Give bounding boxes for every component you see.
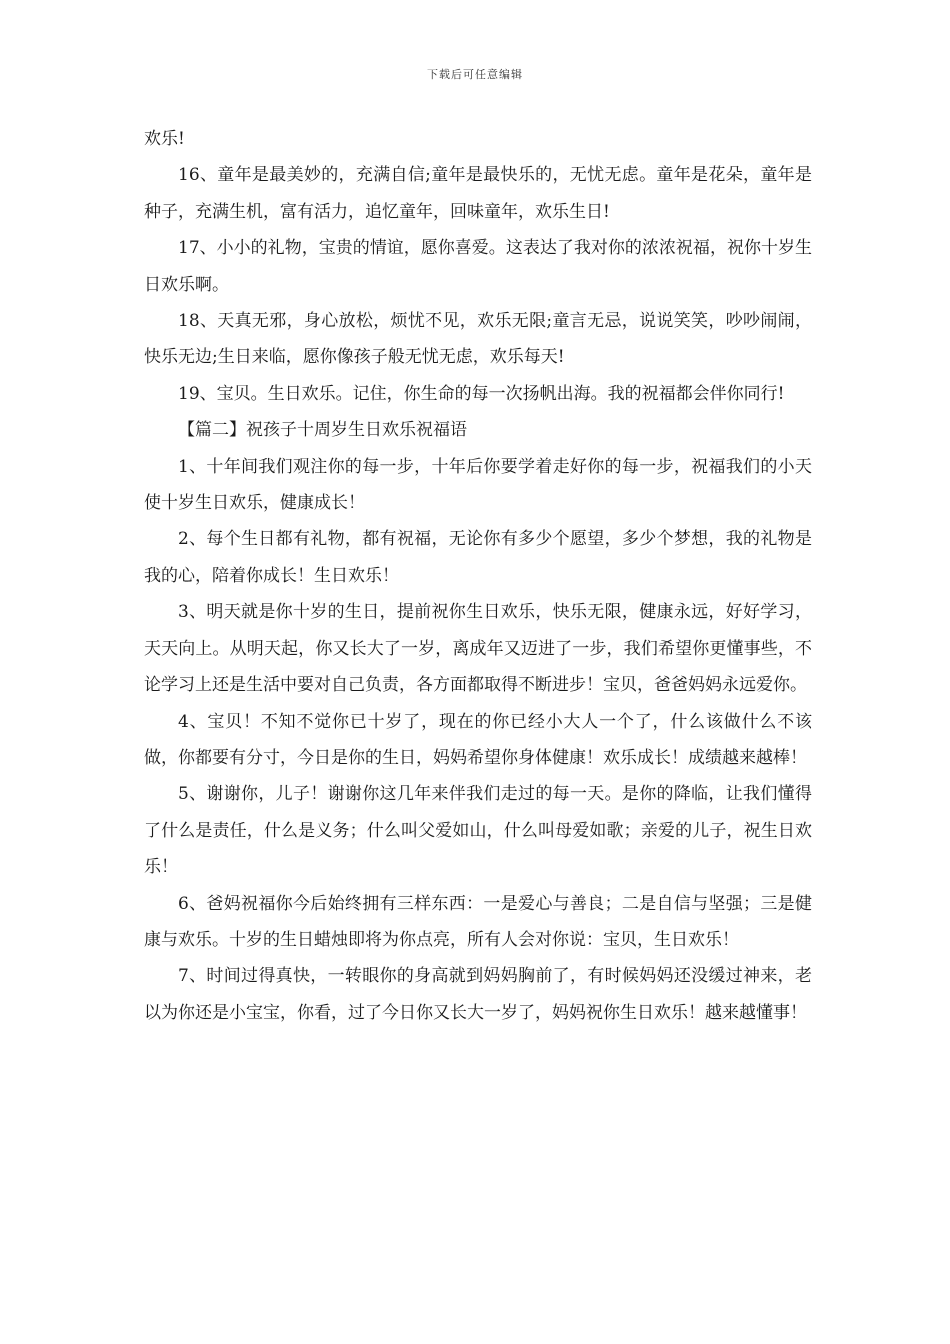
paragraph-wish-2: 2、每个生日都有礼物，都有祝福，无论你有多少个愿望，多少个梦想，我的礼物是我的心，陪着你成长！生日欢乐！	[144, 529, 812, 586]
page-header: 下载后可任意编辑	[427, 68, 523, 81]
paragraph-wish-1: 1、十年间我们观注你的每一步，十年后你要学着走好你的每一步，祝福我们的小天使十岁生日欢乐，健康成长！	[144, 456, 812, 514]
paragraph-continuation: 欢乐!	[144, 129, 185, 149]
paragraph-wish-7: 7、时间过得真快，一转眼你的身高就到妈妈胸前了，有时候妈妈还没缓过神来，老以为你还是小宝宝，你看，过了今日你又长大一岁了，妈妈祝你生日欢乐！越来越懂事！	[144, 966, 812, 1023]
paragraph-wish-18: 18、天真无邪，身心放松，烦忧不见，欢乐无限;童言无忌，说说笑笑，吵吵闹闹，快乐无边;生日来临，愿你像孩子般无忧无虑，欢乐每天!	[144, 311, 812, 368]
section-title: 【篇二】祝孩子十周岁生日欢乐祝福语	[178, 420, 467, 441]
paragraph-wish-3: 3、明天就是你十岁的生日，提前祝你生日欢乐，快乐无限，健康永远，好好学习，天天向上。从明天起，你又长大了一岁，离成年又迈进了一步，我们希望你更懂事些，不论学习上还是生活中要对自己负责，各方面都取得不断进步！宝贝，爸爸妈妈永远爱你。	[144, 602, 812, 696]
paragraph-wish-5: 5、谢谢你，儿子！谢谢你这几年来伴我们走过的每一天。是你的降临，让我们懂得了什么是责任，什么是义务；什么叫父爱如山，什么叫母爱如歌；亲爱的儿子，祝生日欢乐！	[144, 784, 812, 878]
paragraph-wish-19: 19、宝贝。生日欢乐。记住，你生命的每一次扬帆出海。我的祝福都会伴你同行!	[178, 383, 785, 404]
document-body	[144, 121, 812, 1031]
paragraph-wish-4: 4、宝贝！不知不觉你已十岁了，现在的你已经小大人一个了，什么该做什么不该做，你都要有分寸，今日是你的生日，妈妈希望你身体健康！欢乐成长！成绩越来越棒！	[144, 711, 812, 768]
paragraph-wish-16: 16、童年是最美妙的，充满自信;童年是最快乐的，无忧无虑。童年是花朵，童年是种子，充满生机，富有活力，追忆童年，回味童年，欢乐生日!	[144, 165, 812, 222]
paragraph-wish-6: 6、爸妈祝福你今后始终拥有三样东西：一是爱心与善良；二是自信与坚强；三是健康与欢乐。十岁的生日蜡烛即将为你点亮，所有人会对你说：宝贝，生日欢乐！	[144, 893, 812, 950]
paragraph-wish-17: 17、小小的礼物，宝贵的情谊，愿你喜爱。这表达了我对你的浓浓祝福，祝你十岁生日欢乐啊。	[144, 238, 812, 295]
